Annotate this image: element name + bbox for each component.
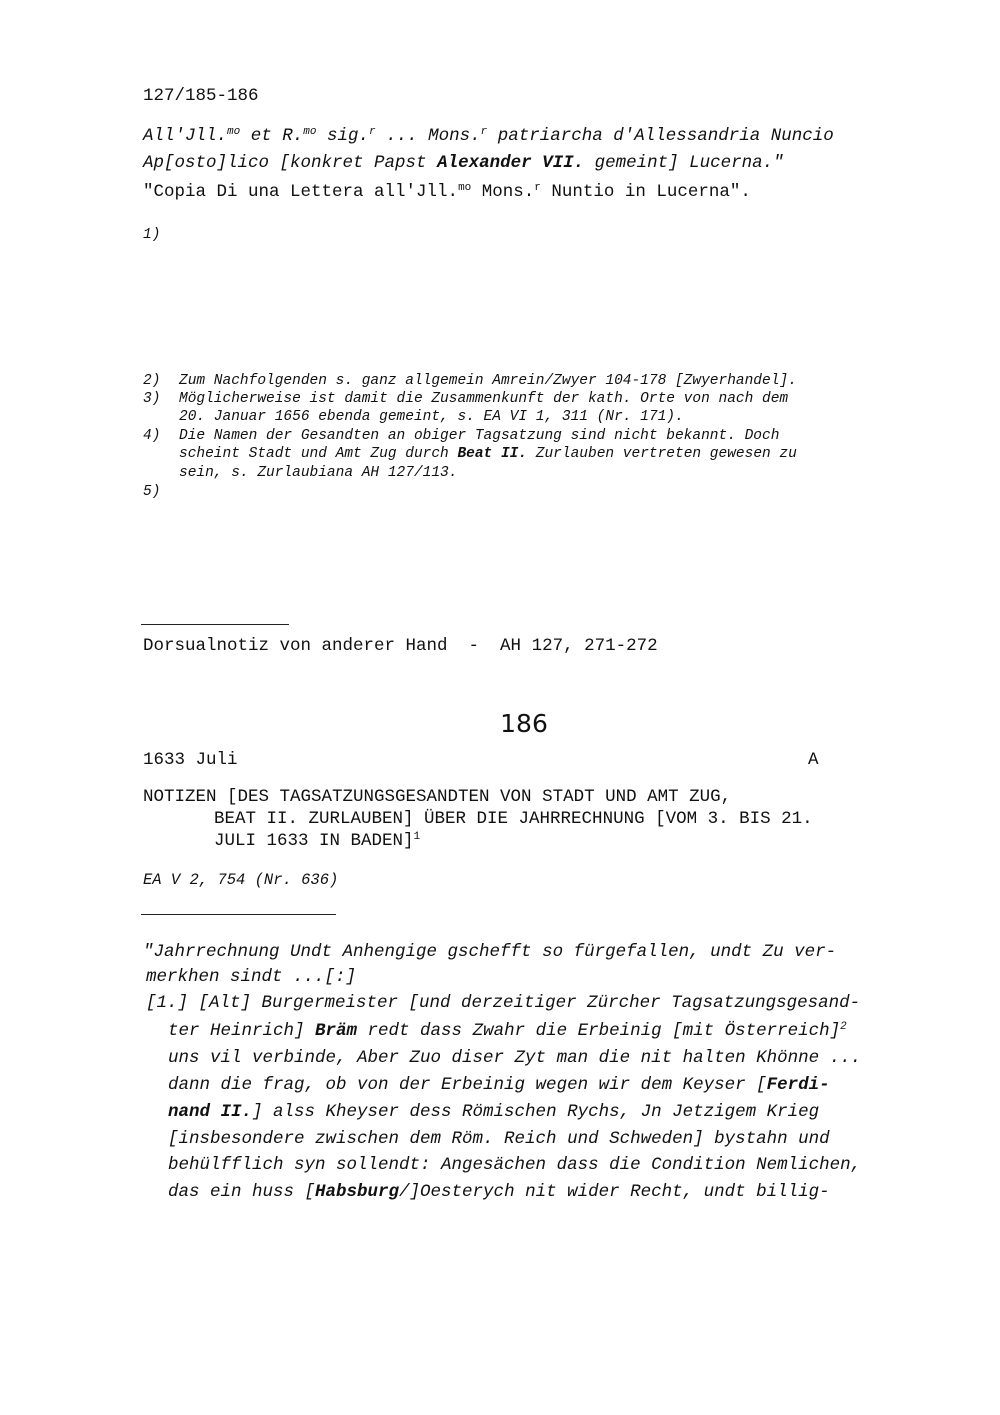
footnote-4-cont-2: sein, s. Zurlaubiana AH 127/113. bbox=[179, 465, 458, 481]
body-line-8: [insbesondere zwischen dem Röm. Reich und Schweden] bystahn und bbox=[168, 1129, 830, 1149]
title-line-2: BEAT II. ZURLAUBEN] ÜBER DIE JAHRRECHNUNG [VOM 3. BIS 21. bbox=[214, 809, 813, 829]
footnote-1: 1) bbox=[143, 227, 161, 243]
body-line-7: nand II.] alss Kheyser dess Römischen Rychs, Jn Jetzigem Krieg bbox=[168, 1102, 820, 1122]
document-date: 1633 Juli bbox=[143, 750, 238, 770]
footnote-2: 2) Zum Nachfolgenden s. ganz allgemein Amrein/Zwyer 104-178 [Zwyerhandel]. bbox=[143, 373, 797, 389]
body-line-4: ter Heinrich] Bräm redt dass Zwahr die Erbeinig [mit Österreich]$^2$ bbox=[168, 1021, 847, 1041]
body-line-6: dann die frag, ob von der Erbeinig wegen wir dem Keyser [Ferdi- bbox=[168, 1075, 830, 1095]
body-line-3: [1.] [Alt] Burgermeister [und derzeitiger Zürcher Tagsatzungsgesand- bbox=[146, 993, 861, 1013]
title-line-3: JULI 1633 IN BADEN]$^1$ bbox=[214, 831, 421, 851]
source-reference: EA V 2, 754 (Nr. 636) bbox=[143, 871, 339, 889]
address-line-2: Ap[osto]lico [konkret Papst Alexander VII. gemeint] Lucerna." bbox=[143, 153, 784, 173]
address-line-1: All'Jll.$^{mo}$ et R.$^{mo}$ sig.$^r$ ... Mons.$^r$ patriarcha d'Allessandria Nuncio bbox=[143, 126, 834, 146]
footnote-5: 5) bbox=[143, 484, 161, 500]
body-line-10: das ein huss [Habsburg/]Oesterych nit wider Recht, undt billig- bbox=[168, 1182, 830, 1202]
separator-rule-1 bbox=[141, 624, 289, 625]
title-line-1: NOTIZEN [DES TAGSATZUNGSGESANDTEN VON STADT UND AMT ZUG, bbox=[143, 787, 732, 807]
footnote-4: 4) Die Namen der Gesandten an obiger Tagsatzung sind nicht bekannt. Doch bbox=[143, 428, 780, 444]
document-number: 186 bbox=[500, 709, 548, 738]
dorsal-note: Dorsualnotiz von anderer Hand - AH 127, 271-272 bbox=[143, 636, 658, 656]
body-line-1: "Jahrrechnung Undt Anhengige gschefft so fürgefallen, undt Zu ver- bbox=[143, 942, 837, 962]
footnote-3: 3) Möglicherweise ist damit die Zusammenkunft der kath. Orte von nach dem bbox=[143, 391, 789, 407]
body-line-5: uns vil verbinde, Aber Zuo diser Zyt man die nit halten Khönne ... bbox=[168, 1048, 862, 1068]
copia-line: "Copia Di una Lettera all'Jll.$^{mo}$ Mons.$^r$ Nuntio in Lucerna". bbox=[143, 182, 751, 202]
footnote-3-cont: 20. Januar 1656 ebenda gemeint, s. EA VI 1, 311 (Nr. 171). bbox=[179, 409, 684, 425]
document-letter: A bbox=[808, 750, 819, 770]
body-line-9: behülfflich syn sollendt: Angesächen dass die Condition Nemlichen, bbox=[168, 1155, 862, 1175]
footnote-4-cont-1: scheint Stadt und Amt Zug durch Beat II. Zurlauben vertreten gewesen zu bbox=[179, 446, 797, 462]
separator-rule-2 bbox=[141, 914, 336, 915]
header-reference: 127/185-186 bbox=[143, 86, 259, 106]
body-line-2: merkhen sindt ...[:] bbox=[146, 967, 357, 987]
